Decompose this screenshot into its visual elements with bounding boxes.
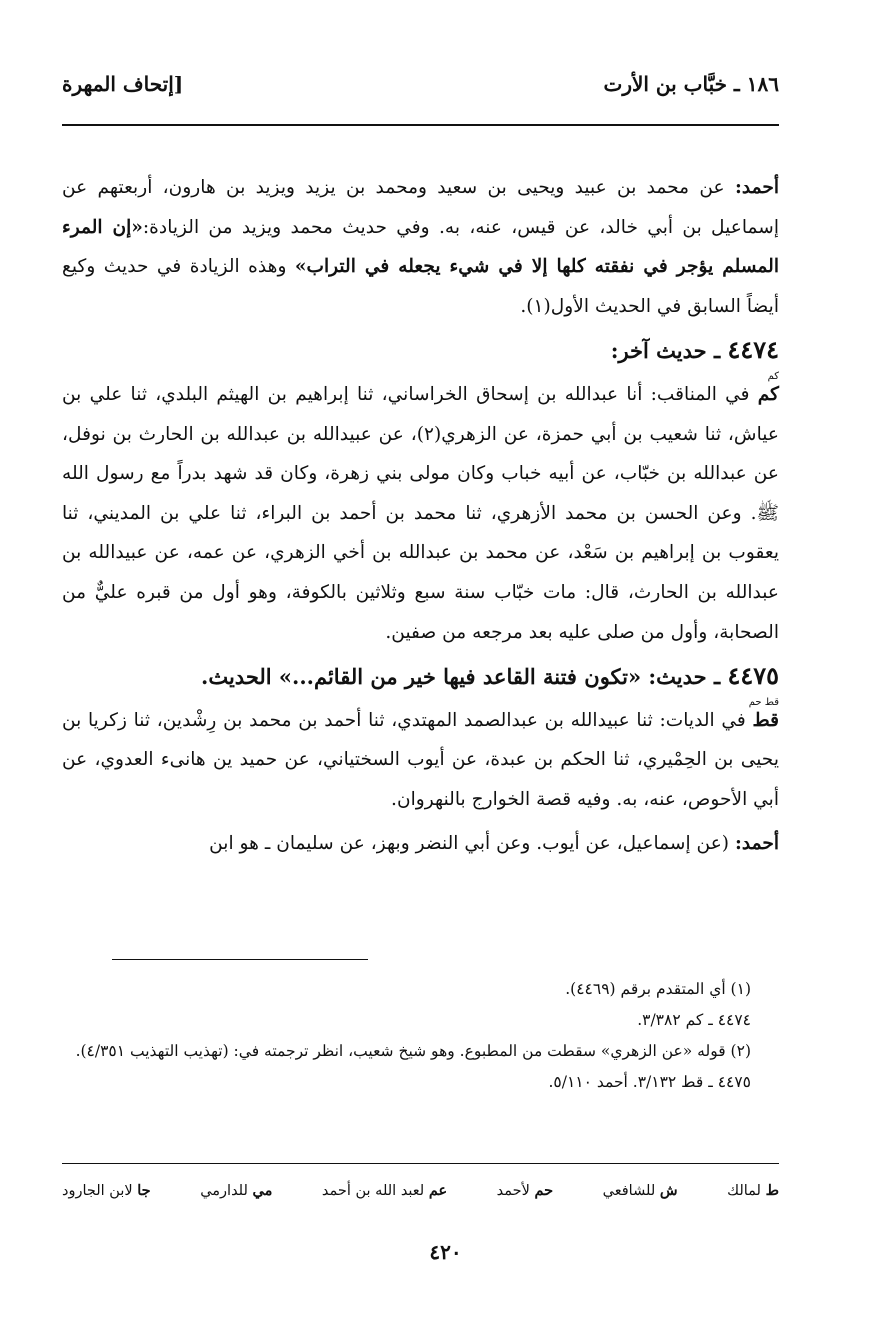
footnote: ٤٤٧٤ ـ كم ٣/٣٨٢. <box>637 1011 751 1029</box>
paragraph-qut <box>62 701 779 820</box>
header-book-title: [إتحاف المهرة <box>62 72 184 96</box>
header-rule <box>62 124 779 126</box>
source-label: كم <box>757 383 779 405</box>
footnote: (١) أي المتقدم برقم (٤٤٦٩). <box>565 980 751 998</box>
source-label: أحمد: <box>734 177 779 198</box>
source-label: قط <box>752 709 779 731</box>
abbreviation-item: عم لعبد الله بن أحمد <box>321 1182 448 1199</box>
abbreviations-rule <box>62 1163 779 1164</box>
paragraph-ahmad-1 <box>62 168 779 326</box>
hadith-heading-4474 <box>62 330 779 371</box>
abbreviation-item: ط لمالك <box>727 1182 779 1199</box>
paragraph-kam <box>62 375 779 652</box>
source-tag: قط حم <box>748 696 779 708</box>
hadith-quote: «إن المرء المسلم يؤجر في نفقته كلها إلا في شيء يجعله في التراب» <box>62 216 779 278</box>
footnotes <box>62 974 779 1098</box>
paragraph-text: عن محمد بن عبيد ويحيى بن سعيد ومحمد بن يزيد ويزيد بن هارون، أربعتهم عن إسماعيل بن أبي خالد، عن قيس، عنه، به. وفي حديث محمد ويزيد من الزيادة: <box>62 177 779 238</box>
footnote-rule <box>112 959 368 960</box>
footnote: (٢) قوله «عن الزهري» سقطت من المطبوع. وهو شيخ شعيب، انظر ترجمته في: (تهذيب التهذيب ٤/٣٥١). <box>75 1042 751 1060</box>
source-label: أحمد: <box>734 832 779 854</box>
footnote: ٤٤٧٥ ـ قط ٣/١٣٢. أحمد ٥/١١٠. <box>548 1073 751 1091</box>
paragraph-text: (عن إسماعيل، عن أيوب. وعن أبي النضر وبهز، عن سليمان ـ هو ابن <box>209 832 735 854</box>
paragraph-text: في المناقب: أنا عبدالله بن إسحاق الخراساني، ثنا إبراهيم بن الهيثم البلدي، ثنا علي بن عياش، ثنا شعيب بن أبي حمزة، عن الزهري(٢)، عن عبيدالله بن عبدالله بن الحارث بن نوفل، عن عبدالله بن خبّاب، عن أبيه خباب وكان مولى بني زهرة، وكان قد شهد بدراً مع رسول الله ﷺ. وعن الحسن بن محمد الأزهري، ثنا محمد بن أحمد بن البراء، ثنا علي بن المديني، ثنا يعقوب بن إبراهيم بن سَعْد، عن محمد بن عبدالله بن أخي الزهري، عن عمه، عن عبيدالله بن عبدالله بن الحارث، قال: مات خبّاب سنة سبع وثلاثين بالكوفة، وهو أول من قبره عليٌّ من الصحابة، وأول من صلى عليه بعد مرجعه من صفين. <box>62 383 779 643</box>
hadith-number: ٤٤٧٤ <box>727 335 779 365</box>
abbreviation-item: حم لأحمد <box>496 1182 554 1199</box>
hadith-heading-4475 <box>62 656 779 697</box>
abbreviations-key <box>62 1182 779 1199</box>
paragraph-ahmad-2 <box>62 824 779 864</box>
hadith-heading-text: ـ حديث آخر: <box>610 338 728 364</box>
abbreviation-item: مي للدارمي <box>200 1182 273 1199</box>
abbreviation-item: جا لابن الجارود <box>62 1182 151 1199</box>
paragraph-text: وهذه الزيادة في حديث وكيع أيضاً السابق في الحديث الأول(١). <box>62 256 779 317</box>
header-chapter-title: ١٨٦ ـ خبَّاب بن الأرت <box>603 72 779 96</box>
running-header <box>62 72 779 96</box>
page-number: ٤٢٠ <box>429 1240 462 1264</box>
main-text <box>62 168 779 867</box>
hadith-heading-text: ـ حديث: «تكون فتنة القاعد فيها خير من القائم...» الحديث. <box>201 664 728 690</box>
paragraph-text: في الديات: ثنا عبيدالله بن عبدالصمد المهتدي، ثنا أحمد بن محمد بن رِشْدين، ثنا زكريا بن يحيى بن الحِمْيري، ثنا الحكم بن عبدة، عن أيوب السختياني، عن حميد ين هانىء العدوي، عن أبي الأحوص، عنه، به. وفيه قصة الخوارج بالنهروان. <box>62 709 779 810</box>
abbreviation-item: ش للشافعي <box>602 1182 678 1199</box>
source-tag: كم <box>767 370 779 382</box>
hadith-number: ٤٤٧٥ <box>727 661 779 691</box>
